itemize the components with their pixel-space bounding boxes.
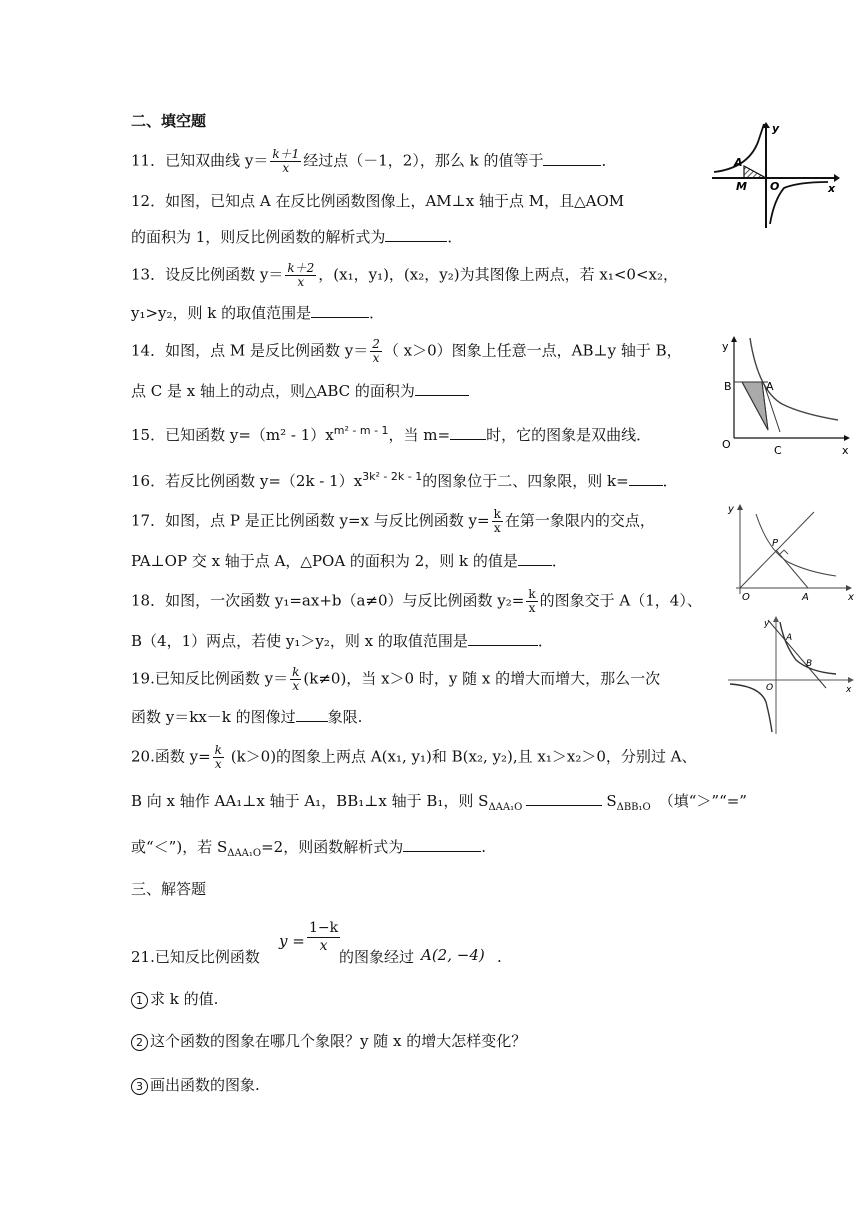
answer-blank[interactable] xyxy=(450,425,486,440)
fig12-label-x: x xyxy=(828,182,836,195)
question-13-line-1: 13．设反比例函数 y＝ $\frac{k+2}{x}$ ，(x₁，y₁)，(x₂，y₂)为其图像上两点，若 x₁<0<x₂， xyxy=(131,261,678,289)
answer-blank[interactable] xyxy=(468,631,538,646)
answer-blank[interactable] xyxy=(296,707,328,722)
fig18-label-a: A xyxy=(786,633,793,643)
answer-blank[interactable] xyxy=(385,227,447,242)
fig14-label-b: B xyxy=(724,380,732,393)
fraction: $\frac{2}{x}$ xyxy=(372,337,380,365)
fig17-label-y: y xyxy=(728,504,734,515)
fig17-label-p: P xyxy=(772,538,779,549)
fig14-label-a: A xyxy=(766,380,774,393)
answer-blank[interactable] xyxy=(415,381,469,396)
question-14-line-2: 点 C 是 x 轴上的动点，则△ABC 的面积为 xyxy=(131,380,469,402)
question-18-line-1: 18．如图，一次函数 y₁=ax+b（a≠0）与反比例函数 y₂= $\frac{k}{x}$ 的图象交于 A（1，4）、 xyxy=(131,587,702,615)
fraction: $\frac{1-k}{x}$ xyxy=(309,920,339,954)
fig12-label-a: A xyxy=(734,156,743,169)
question-19-line-1: 19.已知反比例函数 y＝ $\frac{k}{x}$ (k≠0)，当 x＞0 时，y 随 x 的增大而增大，那么一次 xyxy=(131,665,661,693)
fig14-label-x: x xyxy=(842,444,849,457)
fig14-label-c: C xyxy=(774,444,782,457)
fig14-label-y: y xyxy=(722,340,729,353)
figure-q14 xyxy=(720,330,854,460)
fig12-label-y: y xyxy=(772,122,780,135)
question-11: 11．已知双曲线 y＝ $\frac{k+1}{x}$ 经过点（－1，2），那么 k 的值等于 ． xyxy=(131,147,617,175)
question-18-line-2: B（4，1）两点，若使 y₁＞y₂，则 x 的取值范围是 ． xyxy=(131,632,553,650)
question-14-line-1: 14．如图，点 M 是反比例函数 y＝ $\frac{2}{x}$ （ x＞0）图象上任意一点，AB⊥y 轴于 B， xyxy=(131,337,682,365)
question-15: 15．已知函数 $y=(m^2 - 1)x^{m^2 - m - 1}$，当 m= 时，它的图象是双曲线． xyxy=(131,424,652,444)
fig18-label-o: O xyxy=(766,683,774,693)
answer-blank[interactable] xyxy=(518,551,552,566)
fig14-label-o: O xyxy=(722,438,731,451)
question-16: 16．若反比例函数 $y=(2k - 1)x^{3k^2 - 2k - 1}$的图象位于二、四象限，则 k= ． xyxy=(131,470,678,490)
fig17-label-o: O xyxy=(742,592,750,603)
question-20-line-1: 20.函数 y= $\frac{k}{x}$ (k＞0)的图象上两点 A(x₁, y₁)和 B(x₂, y₂),且 x₁＞x₂＞0，分别过 A、 xyxy=(131,743,697,771)
answer-blank[interactable] xyxy=(629,471,663,486)
fig17-label-a: A xyxy=(802,592,809,603)
question-12-line-2: 的面积为 1，则反比例函数的解析式为 ． xyxy=(131,228,463,246)
figure-q17 xyxy=(722,498,856,608)
answer-blank[interactable] xyxy=(311,303,369,318)
question-19-line-2: 函数 y＝kx－k 的图像过 象限. xyxy=(131,708,363,726)
fraction: $\frac{k+1}{x}$ xyxy=(272,147,300,175)
worksheet-page: 二、填空题 11．已知双曲线 y＝ $\frac{k+1}{x}$ 经过点（－1，2），那么 k 的值等于 ． 12．如图，已知点 A 在反比例函数图像上，AM⊥x 轴于点 M，且△AOM 的面积为 1，则反比例函数的解析式为 ． 13．设反比例函数 y＝ $\frac{k+2}{x}$ ，(x₁，y₁)，(x₂，y₂)为其图像上两点，若 x₁<0<x₂， y₁>y₂，则 k 的取值范围是 ． 14．如图，点 M 是反比例函数 y＝ $\frac{2}{x}$ （ x＞0）图象上任意一点，AB⊥y 轴于 B， 点 C 是 x 轴上的动点，则△ABC 的面积为 15．已知函数 $y=(m^2 - 1)x^{m^2 - m - 1}$，当 m= 时，它的图象是双曲线． 16．若反比例函数 $y=(2k - 1)x^{3k^2 - 2k - 1}$的图象位于二、四象限，则 k= ． 17．如图，点 P 是正比例函数 y=x 与反比例函数 y= $\frac{k}{x}$ 在第一象限内的交点， PA⊥OP 交 x 轴于点 A，△POA 的面积为 2，则 k 的值是 ． 18．如图，一次函数 y₁=ax+b（a≠0）与反比例函数 y₂= $\frac{k}{x}$ 的图象交于 A（1，4）、 B（4，1）两点，若使 y₁＞y₂，则 x 的取值范围是 ． 19.已知反比例函数 y＝ $\frac{k}{x}$ (k≠0)，当 x＞0 时，y 随 x 的增大而增大，那么一次 函数 y＝kx－k 的图像过 象限. 20.函数 y= $\frac{k}{x}$ (k＞0)的图象上两点 A(x₁, y₁)和 B(x₂, y₂),且 x₁＞x₂＞0，分别过 A、 B 向 x 轴作 AA₁⊥x 轴于 A₁，BB₁⊥x 轴于 B₁，则 $S_{\Delta AA_1O}$ $S_{\Delta BB_1O}$ （填“＞”“=” 或“＜”)，若 $S_{\Delta AA_1O}=2$，则函数解析式为 . 三、解答题 21.已知反比例函数 y = $\frac{1-k}{x}$ 的图象经过 A(2, −4) . 1 求 k 的值. 2 这个函数的图象在哪几个象限？y 随 x 的增大怎样变化？ 3 画出函数的图象. y A M O x y B A O C x y P O A x y A B O x xyxy=(0,0,860,1216)
fraction: $\frac{k}{x}$ xyxy=(214,743,222,771)
fig18-label-y: y xyxy=(764,619,770,629)
section-title-answer: 三、解答题 xyxy=(131,880,207,898)
fraction: $\frac{k+2}{x}$ xyxy=(287,261,315,289)
question-20-line-3: 或“＜”)，若 $S_{\Delta AA_1O}=2$，则函数解析式为 . xyxy=(131,838,487,859)
fig18-label-b: B xyxy=(806,659,813,669)
question-17-line-1: 17．如图，点 P 是正比例函数 y=x 与反比例函数 y= $\frac{k}{x}$ 在第一象限内的交点， xyxy=(131,507,655,535)
fig18-label-x: x xyxy=(846,685,852,695)
fraction: $\frac{k}{x}$ xyxy=(528,587,536,615)
fraction: $\frac{k}{x}$ xyxy=(493,507,501,535)
answer-blank[interactable] xyxy=(526,791,602,806)
question-20-line-2: B 向 x 轴作 AA₁⊥x 轴于 A₁，BB₁⊥x 轴于 B₁，则 $S_{\Delta AA_1O}$ $S_{\Delta BB_1O}$ （填“＞”“=” xyxy=(131,792,747,813)
fig17-label-x: x xyxy=(848,592,854,603)
fig12-label-m: M xyxy=(736,180,747,193)
question-17-line-2: PA⊥OP 交 x 轴于点 A，△POA 的面积为 2，则 k 的值是 ． xyxy=(131,552,567,570)
fig12-label-o: O xyxy=(770,180,780,193)
question-21-part-3: 3 画出函数的图象. xyxy=(131,1074,260,1096)
section-title-fill-blank: 二、填空题 xyxy=(131,112,207,130)
figure-q12 xyxy=(708,120,840,230)
figure-q18 xyxy=(724,614,856,740)
answer-blank[interactable] xyxy=(543,151,601,166)
fraction: $\frac{k}{x}$ xyxy=(292,665,300,693)
question-13-line-2: y₁>y₂，则 k 的取值范围是 ． xyxy=(131,304,385,322)
question-21-part-1: 1 求 k 的值. xyxy=(131,988,218,1010)
question-12-line-1: 12．如图，已知点 A 在反比例函数图像上，AM⊥x 轴于点 M，且△AOM xyxy=(131,192,625,210)
question-21-part-2: 2 这个函数的图象在哪几个象限？y 随 x 的增大怎样变化？ xyxy=(131,1030,526,1052)
answer-blank[interactable] xyxy=(403,837,481,852)
